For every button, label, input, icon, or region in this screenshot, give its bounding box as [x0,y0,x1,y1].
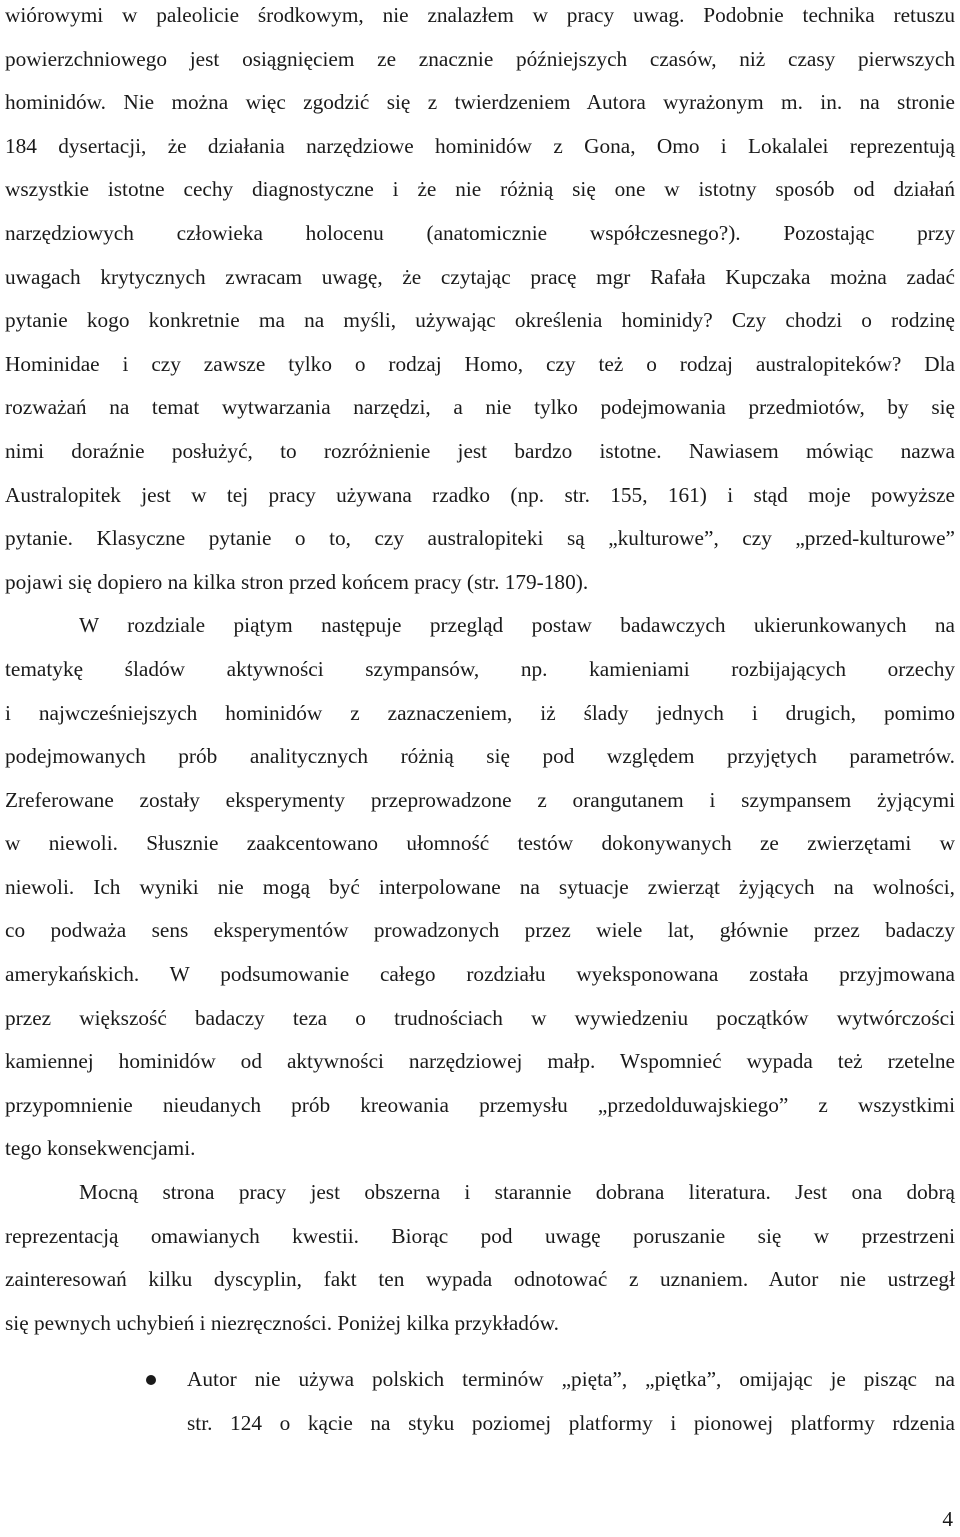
text-line: podejmowanych prób analitycznych różnią się pod względem przyjętych parametrów. [5,744,955,769]
paragraph-3 [5,1171,955,1345]
text-line: Australopitek jest w tej pracy używana rzadko (np. str. 155, 161) i stąd moje powyższe [5,482,955,507]
text-line: powierzchniowego jest osiągnięciem ze znacznie późniejszych czasów, niż czasy pierwszych [5,46,955,71]
list-item [0,1358,955,1445]
text-line: hominidów. Nie można więc zgodzić się z twierdzeniem Autora wyrażonym m. in. na stronie [5,90,955,115]
text-line: zainteresowań kilku dyscyplin, fakt ten wypada odnotować z uznaniem. Autor nie ustrzegł [5,1267,955,1292]
text-line: Mocną strona pracy jest obszerna i starannie dobrana literatura. Jest ona dobrą [79,1180,955,1205]
text-line: nimi doraźnie posłużyć, to rozróżnienie jest bardzo istotne. Nawiasem mówiąc nazwa [5,438,955,463]
text-line: Zreferowane zostały eksperymenty przeprowadzone z orangutanem i szympansem żyjącymi [5,787,955,812]
text-line: przypomnienie nieudanych prób kreowania przemysłu „przedolduwajskiego” z wszystkimi [5,1092,955,1117]
bullet-icon [146,1375,156,1385]
paragraph-1 [5,0,955,604]
text-line: wszystkie istotne cechy diagnostyczne i że nie różnią się one w istotny sposób od działań [5,177,955,202]
page-number: 4 [942,1507,953,1531]
text-line: Autor nie używa polskich terminów „pięta”, „piętka”, omijając je pisząc na [187,1367,955,1391]
text-line: 184 dysertacji, że działania narzędziowe hominidów z Gona, Omo i Lokalalei reprezentują [5,133,955,158]
text-line: rozważań na temat wytwarzania narzędzi, a nie tylko podejmowania przedmiotów, by się [5,395,955,420]
bullet-list [0,1358,955,1445]
text-line: przez większość badaczy teza o trudnościach w wywiedzeniu początków wytwórczości [5,1005,955,1030]
text-line: pytanie kogo konkretnie ma na myśli, używając określenia hominidy? Czy chodzi o rodzinę [5,308,955,333]
document-page [5,0,955,1345]
text-line: narzędziowych człowieka holocenu (anatomicznie współczesnego?). Pozostając przy [5,220,955,245]
text-line: W rozdziale piątym następuje przegląd postaw badawczych ukierunkowanych na [79,613,955,638]
text-line: pojawi się dopiero na kilka stron przed końcem pracy (str. 179-180). [5,569,589,594]
paragraph-2 [5,604,955,1171]
text-line: pytanie. Klasyczne pytanie o to, czy australopiteki są „kulturowe”, czy „przed-kulturowe” [5,526,955,551]
text-line: co podważa sens eksperymentów prowadzonych przez wiele lat, głównie przez badaczy [5,918,955,943]
text-line: się pewnych uchybień i niezręczności. Poniżej kilka przykładów. [5,1310,559,1335]
text-line: tego konsekwencjami. [5,1136,196,1161]
text-line: amerykańskich. W podsumowanie całego rozdziału wyeksponowana została przyjmowana [5,962,955,987]
text-line: kamiennej hominidów od aktywności narzędziowej małp. Wspomnieć wypada też rzetelne [5,1049,955,1074]
text-line: uwagach krytycznych zwracam uwagę, że czytając pracę mgr Rafała Kupczaka można zadać [5,264,955,289]
text-line: w niewoli. Słusznie zaakcentowano ułomność testów dokonywanych ze zwierzętami w [5,831,955,856]
text-line: niewoli. Ich wyniki nie mogą być interpolowane na sytuacje zwierząt żyjących na wolności, [5,874,955,899]
text-line: i najwcześniejszych hominidów z zaznaczeniem, iż ślady jednych i drugich, pomimo [5,700,955,725]
text-line: str. 124 o kącie na styku poziomej platformy i pionowej platformy rdzenia [187,1410,955,1435]
text-line: reprezentacją omawianych kwestii. Biorąc pod uwagę poruszanie się w przestrzeni [5,1223,955,1248]
text-line: tematykę śladów aktywności szympansów, np. kamieniami rozbijających orzechy [5,656,955,681]
text-line: wiórowymi w paleolicie środkowym, nie znalazłem w pracy uwag. Podobnie technika retuszu [5,3,955,27]
text-line: Hominidae i czy zawsze tylko o rodzaj Homo, czy też o rodzaj australopiteków? Dla [5,351,955,376]
